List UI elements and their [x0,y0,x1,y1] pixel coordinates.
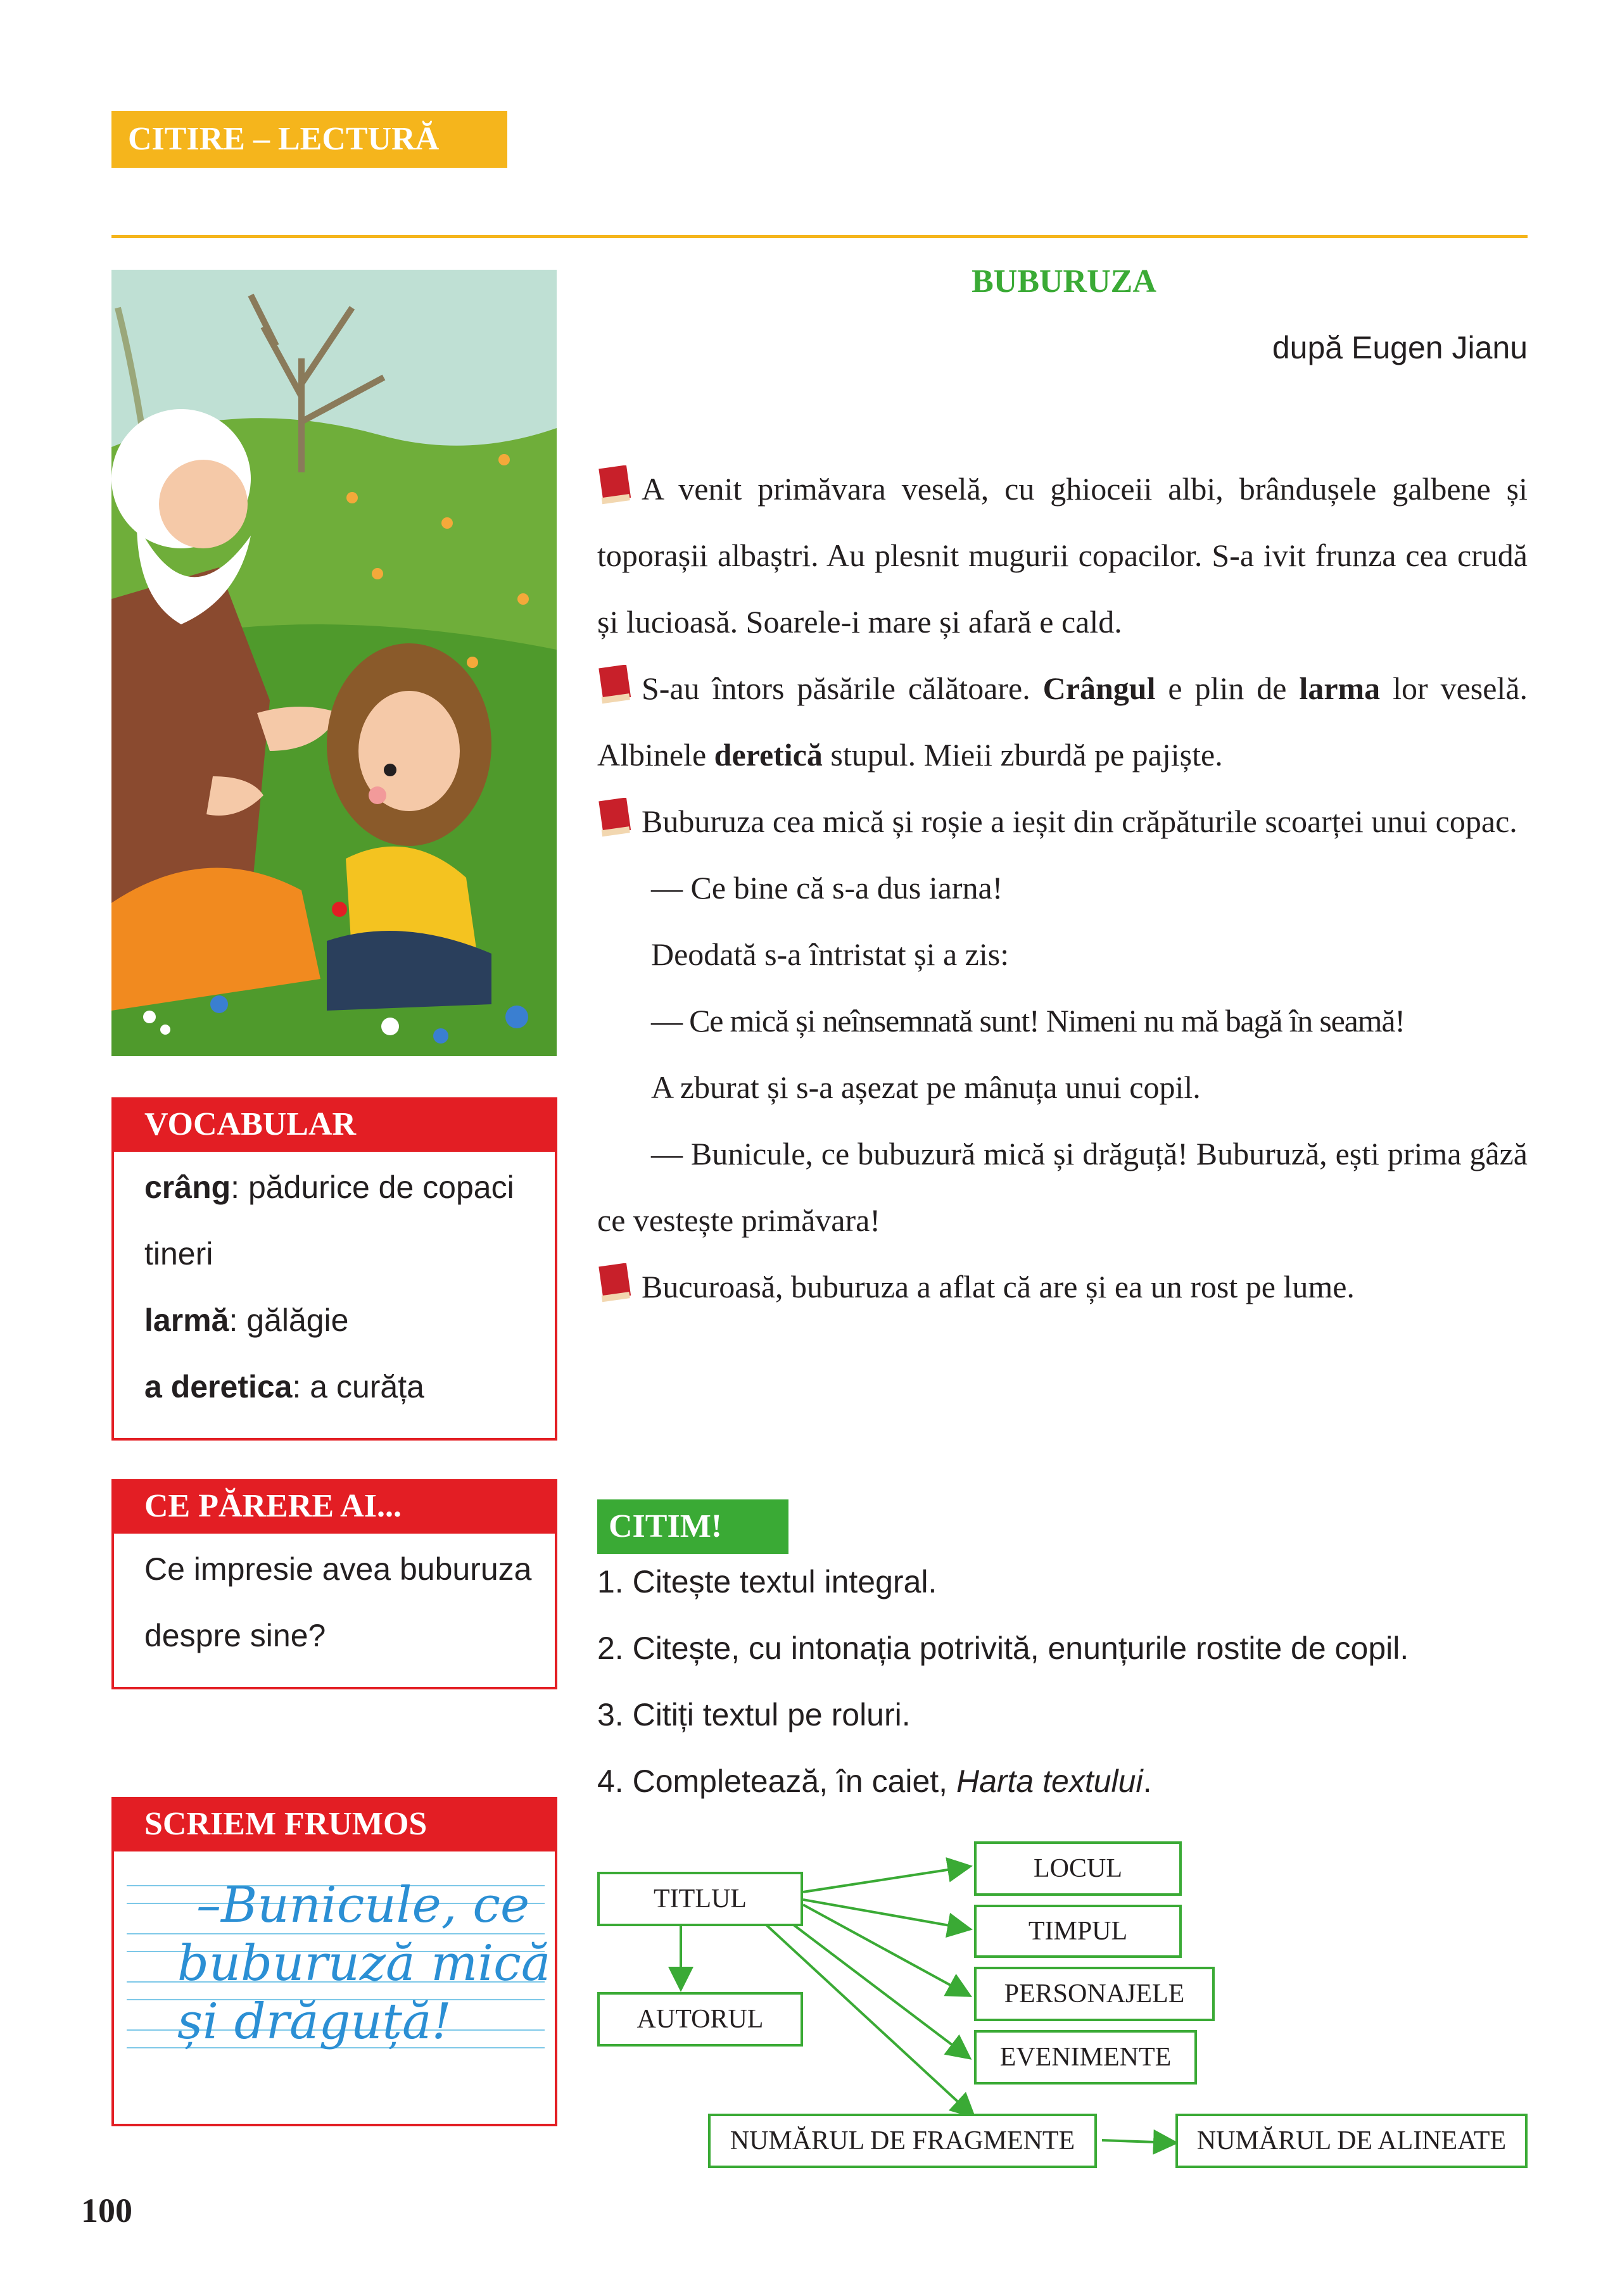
page-number: 100 [81,2192,132,2230]
vocab-entry: a deretica: a curăța [144,1369,424,1404]
narration-line: Deodată s-a întristat și a zis: [651,937,1010,972]
paragraph-4: Bucuroasă, buburuza a aflat că are și ea un rost pe lume. [597,1254,1528,1320]
task-item: 1. Citește textul integral. [597,1564,937,1599]
dialogue-line: — Ce mică și neînsemnată sunt! Nimeni nu mă bagă în seamă! [651,1003,1405,1038]
paragraph-2: S-au întors păsările călătoare. Crângul e plin de larma lor veselă. Albinele deretică stupul. Mieii zburdă pe pajiște. [597,655,1528,788]
dialogue-line: — Ce bine că s-a dus iarna! [651,870,1003,905]
narration-line: A zburat și s-a așezat pe mânuța unui copil. [651,1069,1201,1105]
opinion-title: CE PĂRERE AI... [114,1479,555,1534]
map-title: TITLUL [597,1872,803,1926]
section-tag: CITIRE – LECTURĂ [111,111,507,168]
dialogue-paragraph: — Bunicule, ce bubuzură mică și drăguță! Buburuză, ești prima gâză ce vestește primăvara! [597,1136,1528,1238]
map-characters: PERSONAJELE [974,1967,1215,2021]
map-place: LOCUL [974,1841,1182,1896]
map-events: EVENIMENTE [974,2030,1197,2085]
map-fragments: NUMĂRUL DE FRAGMENTE [708,2114,1097,2168]
cursive-line: –Bunicule, ce [196,1877,530,1934]
map-time: TIMPUL [974,1905,1182,1958]
task-item: 3. Citiți textul pe roluri. [597,1697,911,1732]
paragraph-1: A venit primăvara veselă, cu ghioceii albi, brândușele galbene și toporașii albaștri. Au plesnit mugurii copacilor. S-a ivit frunza cea crudă și lucioasă. Soarele-i mare și afară e cald. [597,456,1528,655]
task-item: 2. Citește, cu intonația potrivită, enunțurile rostite de copil. [597,1631,1409,1666]
task-item: 4. Completează, în caiet, Harta textului. [597,1763,1152,1799]
story-author: după Eugen Jianu [1272,330,1528,365]
opinion-question: Ce impresie avea buburuza despre sine? [144,1551,532,1653]
map-author: AUTORUL [597,1992,803,2047]
vocabulary-title: VOCABULAR [114,1097,555,1152]
cursive-line: buburuză mică [177,1935,551,1992]
vocab-entry: larmă: gălăgie [144,1303,349,1338]
word-crangul: Crângul [1042,671,1156,706]
citim-tag: CITIM! [597,1499,788,1554]
paragraph-3: Buburuza cea mică și roșie a ieșit din crăpăturile scoarței unui copac. [597,788,1528,855]
vocab-entry: crâng: pădurice de copaci tineri [144,1170,514,1271]
word-larma: larma [1299,671,1381,706]
map-paragraphs: NUMĂRUL DE ALINEATE [1175,2114,1528,2168]
word-deretica: deretică [714,737,823,773]
cursive-line: și drăguță! [177,1993,452,2050]
handwriting-title: SCRIEM FRUMOS [114,1797,555,1851]
story-title: BUBURUZA [972,263,1156,300]
